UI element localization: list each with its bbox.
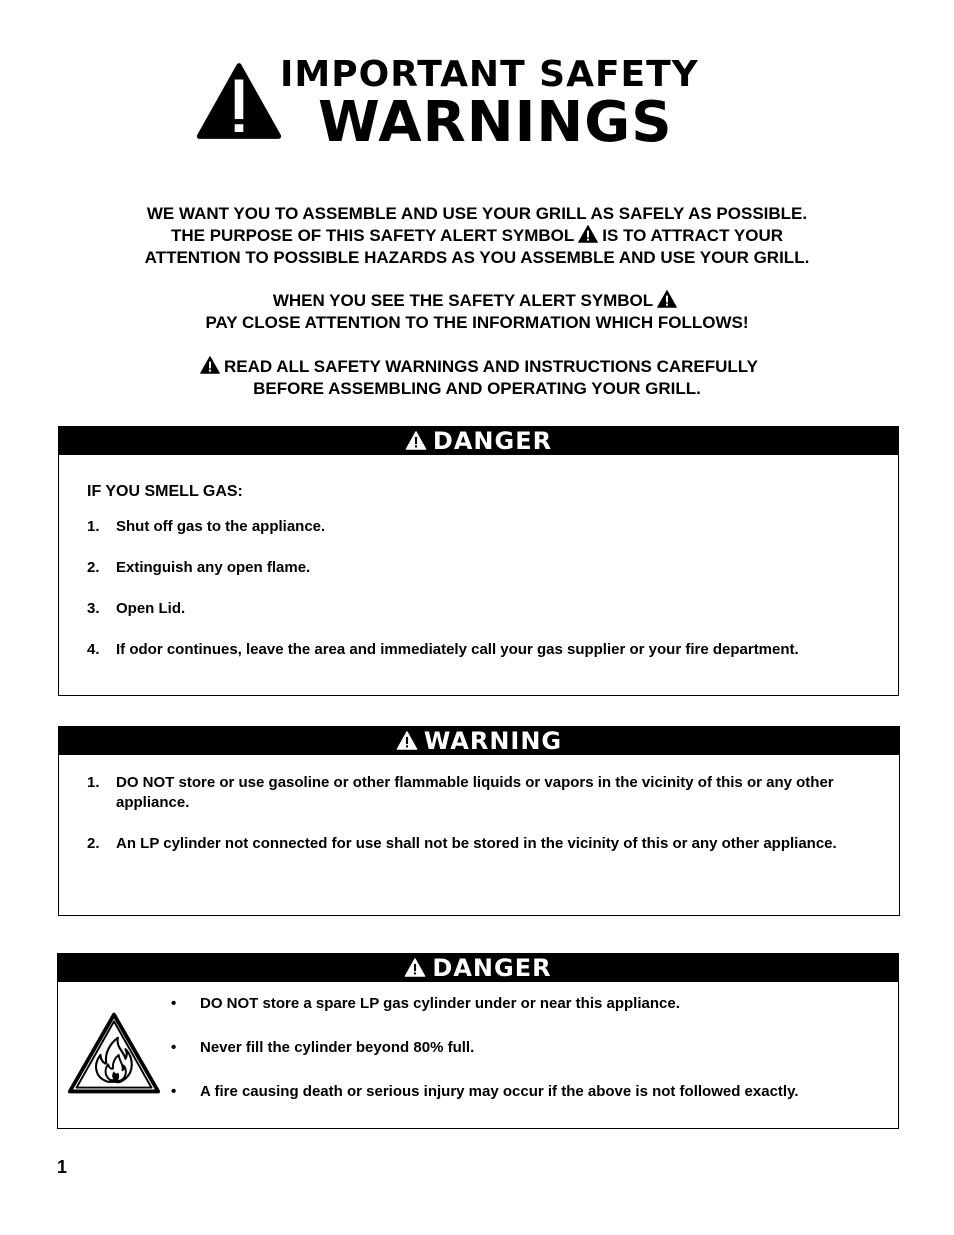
danger-banner-label: DANGER [432, 954, 552, 982]
warning-triangle-icon [196, 62, 282, 140]
list-item-text: Extinguish any open flame. [116, 559, 311, 576]
list-item-number: 4. [87, 641, 100, 658]
header-title-line2: WARNINGS [318, 90, 673, 155]
warning-triangle-icon [405, 431, 427, 450]
list-item [168, 1082, 888, 1102]
warning-list [87, 773, 867, 875]
danger-box-lp-cylinder [57, 953, 899, 1129]
list-item-text: Shut off gas to the appliance. [116, 518, 326, 535]
intro-paragraph-1 [40, 203, 914, 269]
bullet: • [171, 995, 177, 1012]
warning-triangle-icon [200, 356, 220, 374]
list-item-number: 2. [87, 835, 100, 852]
warning-banner-label: WARNING [423, 727, 563, 755]
list-item [87, 834, 867, 854]
danger-banner [59, 427, 898, 455]
page-header [196, 52, 756, 155]
intro-text: ATTENTION TO POSSIBLE HAZARDS AS YOU ASSEMBLE AND USE YOUR GRILL. [144, 248, 810, 267]
list-item [87, 599, 887, 619]
list-item [87, 558, 887, 578]
warning-box-flammables [58, 726, 900, 916]
intro-text: WE WANT YOU TO ASSEMBLE AND USE YOUR GRILL AS SAFELY AS POSSIBLE. [146, 204, 808, 223]
intro-line [40, 290, 914, 312]
list-item [168, 1038, 888, 1058]
warning-triangle-icon [396, 731, 418, 750]
list-item [87, 517, 887, 537]
list-item-number: 1. [87, 518, 100, 535]
list-item-text: Never fill the cylinder beyond 80% full. [200, 1039, 475, 1056]
warning-triangle-icon [578, 225, 598, 243]
intro-paragraph-2 [40, 290, 914, 334]
danger-bullet-list [168, 994, 888, 1126]
list-item [168, 994, 888, 1014]
list-item-text: An LP cylinder not connected for use shall not be stored in the vicinity of this or any other appliance. [116, 835, 837, 852]
list-item [87, 773, 867, 813]
list-item-number: 2. [87, 559, 100, 576]
list-item-number: 1. [87, 774, 100, 791]
bullet: • [171, 1039, 177, 1056]
intro-paragraph-3 [40, 356, 914, 400]
intro-text: WHEN YOU SEE THE SAFETY ALERT SYMBOL [272, 291, 654, 310]
intro-text: BEFORE ASSEMBLING AND OPERATING YOUR GRILL. [253, 379, 701, 398]
intro-text: IS TO ATTRACT YOUR [602, 226, 784, 245]
bullet: • [171, 1083, 177, 1100]
intro-line [40, 225, 914, 247]
list-item [87, 640, 887, 660]
list-item-number: 3. [87, 600, 100, 617]
warning-triangle-icon [404, 958, 426, 977]
page-number: 1 [57, 1157, 68, 1177]
list-item-text: DO NOT store or use gasoline or other flammable liquids or vapors in the vicinity of this or any other appliance. [116, 774, 834, 811]
fire-hazard-icon [66, 1010, 162, 1098]
list-item-text: If odor continues, leave the area and immediately call your gas supplier or your fire department. [116, 641, 799, 658]
danger-subhead: IF YOU SMELL GAS: [87, 483, 243, 500]
danger-banner-label: DANGER [432, 427, 553, 455]
danger-steps-list [87, 517, 887, 681]
intro-text: READ ALL SAFETY WARNINGS AND INSTRUCTIONS CAREFULLY [224, 357, 758, 376]
list-item-text: Open Lid. [116, 600, 186, 617]
danger-banner [58, 954, 898, 982]
warning-triangle-icon [657, 290, 677, 308]
list-item-text: A fire causing death or serious injury may occur if the above is not followed exactly. [200, 1083, 799, 1100]
warning-banner [59, 727, 899, 755]
intro-line [40, 356, 914, 378]
header-title-line1: IMPORTANT SAFETY [280, 54, 699, 95]
danger-box-gas-smell [58, 426, 899, 696]
intro-text: PAY CLOSE ATTENTION TO THE INFORMATION WHICH FOLLOWS! [205, 313, 749, 332]
intro-text: THE PURPOSE OF THIS SAFETY ALERT SYMBOL [170, 226, 575, 245]
list-item-text: DO NOT store a spare LP gas cylinder under or near this appliance. [200, 995, 680, 1012]
